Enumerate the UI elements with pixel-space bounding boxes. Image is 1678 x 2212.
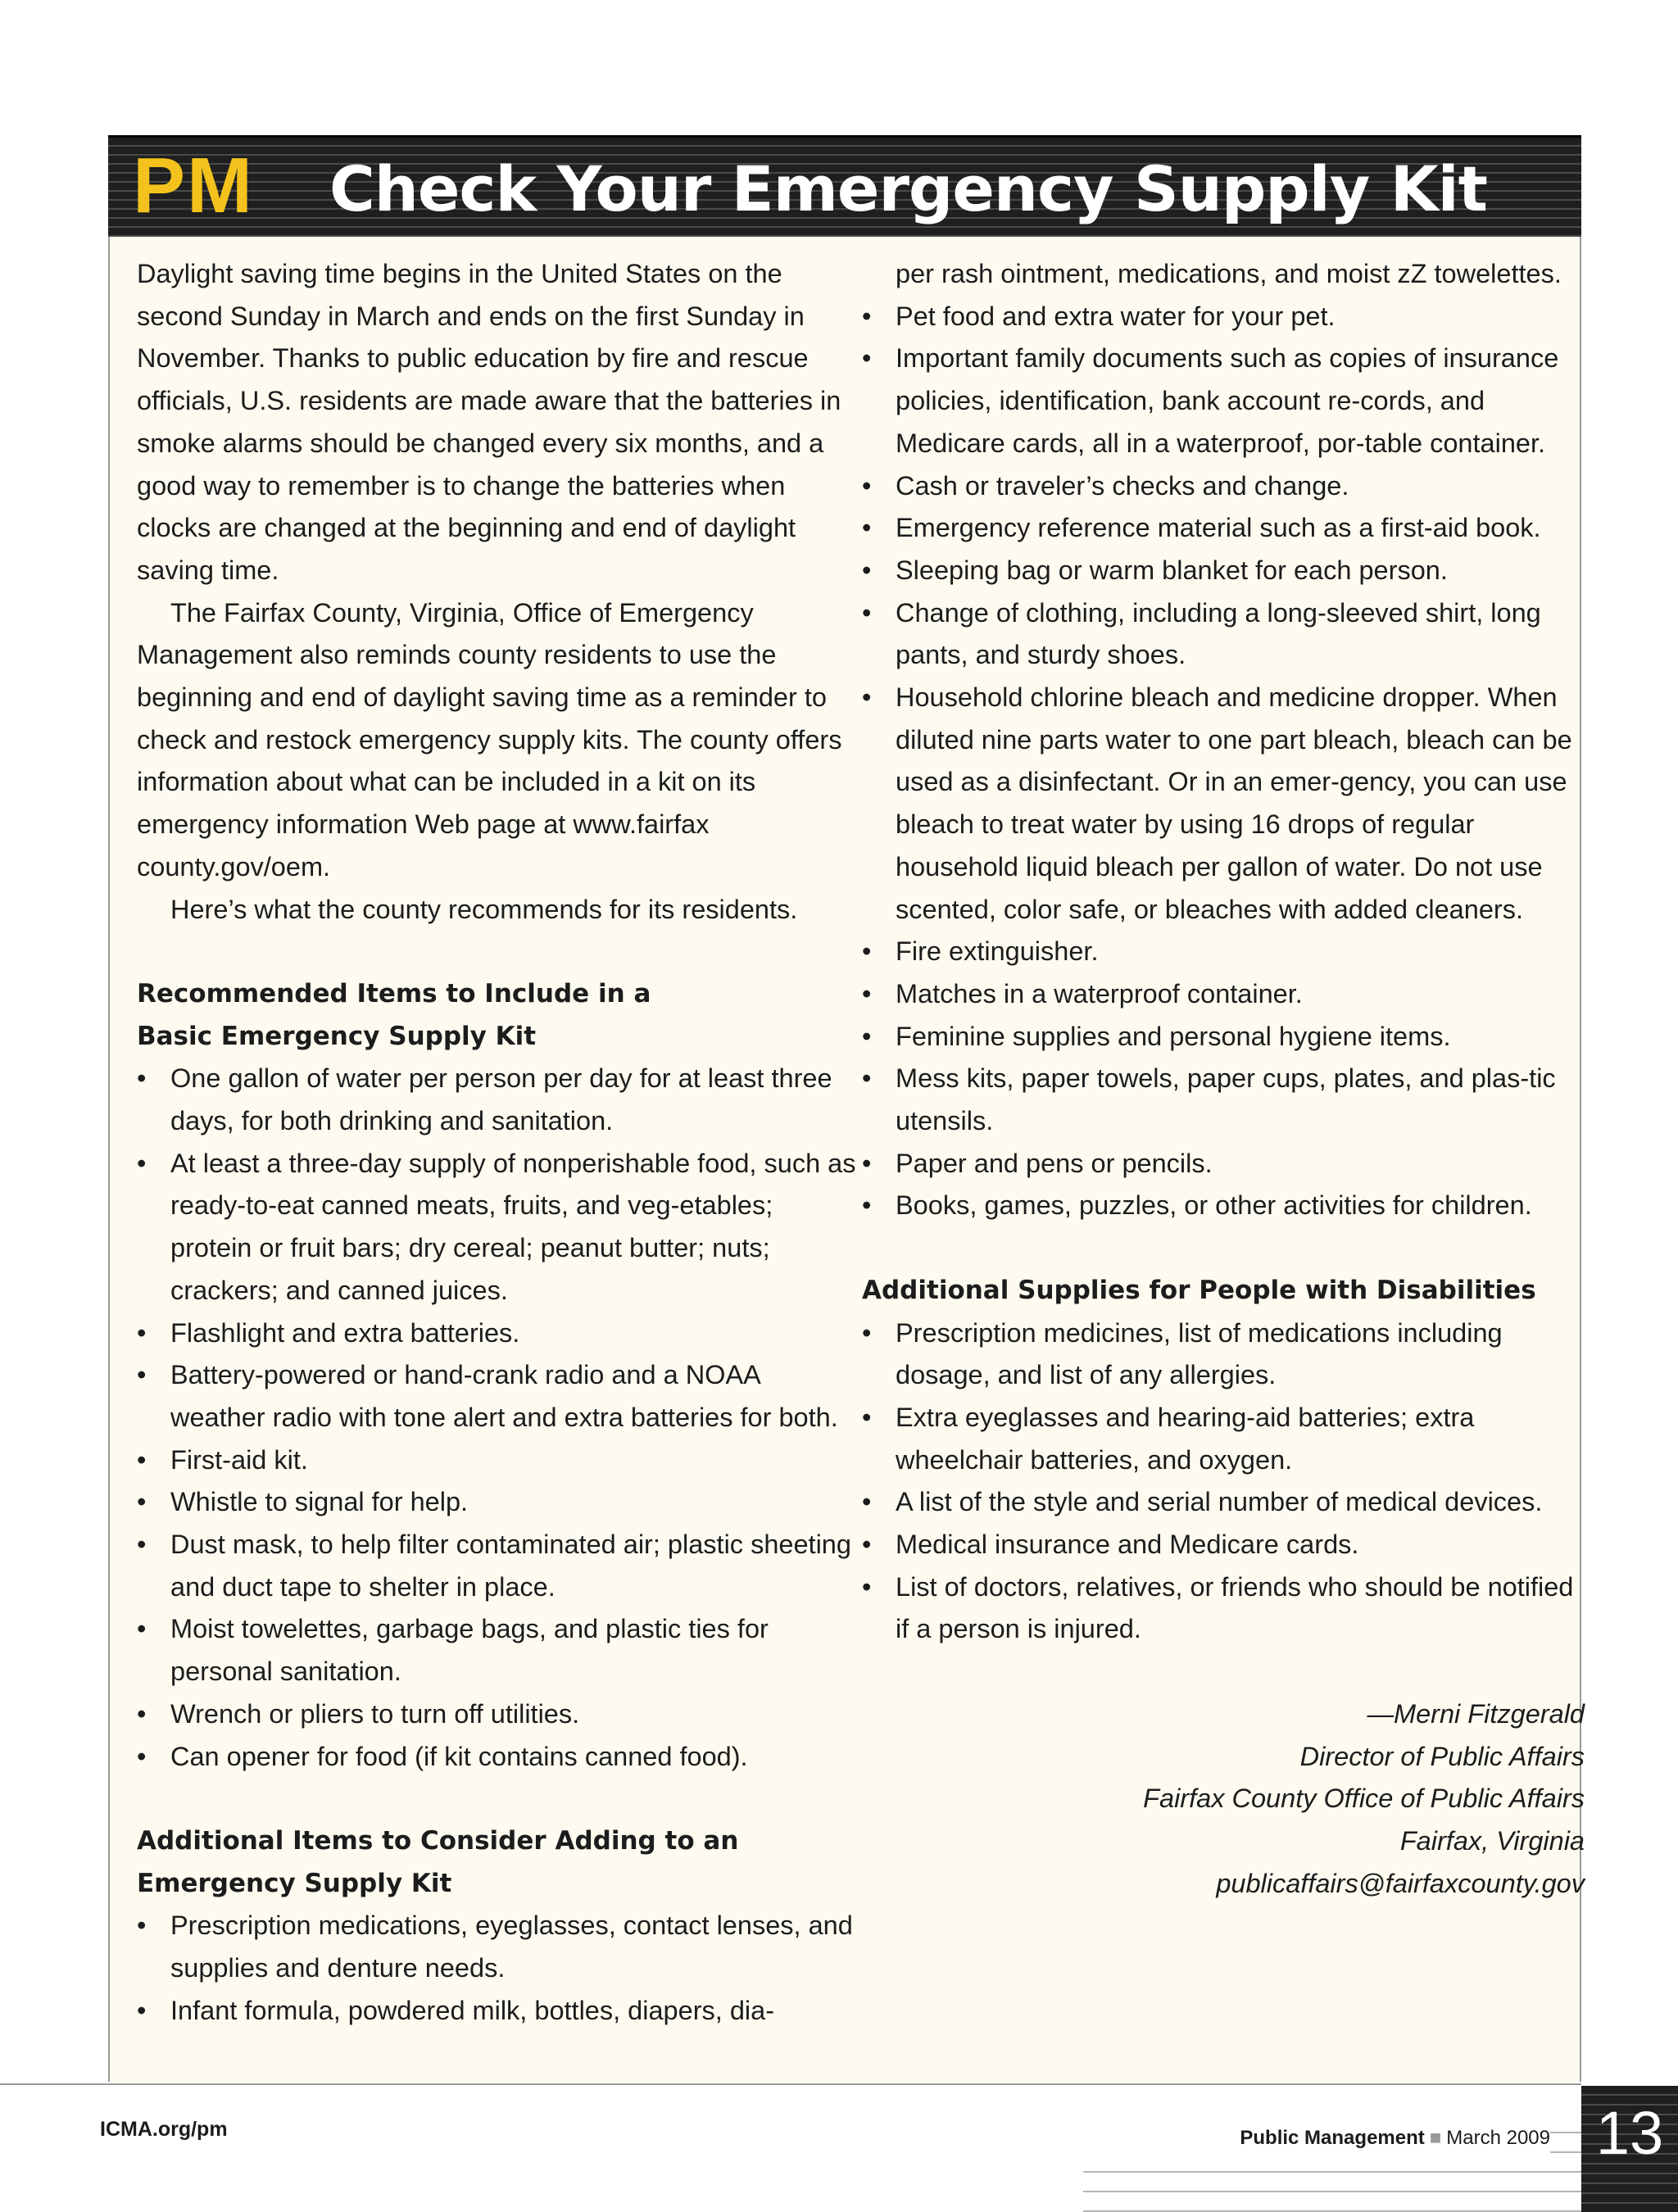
disabilities-list xyxy=(862,1312,1591,1652)
list-item: • Books, games, puzzles, or other activities for children. xyxy=(862,1185,1591,1227)
list-item: • Flashlight and extra batteries. xyxy=(137,1312,858,1355)
page-number-box xyxy=(1581,2086,1678,2212)
list-item: • Change of clothing, including a long-sleeved shirt, long pants, and sturdy shoes. xyxy=(862,592,1591,677)
section-heading-disabilities: Additional Supplies for People with Disabilities xyxy=(862,1275,1536,1305)
list-item: • Dust mask, to help filter contaminated air; plastic sheeting and duct tape to shelter in place. xyxy=(137,1524,858,1608)
list-item: • Prescription medications, eyeglasses, contact lenses, and supplies and denture needs. xyxy=(137,1905,858,1989)
footer-meta xyxy=(1083,2122,1550,2155)
list-item: • At least a three-day supply of nonperishable food, such as ready-to-eat canned meats, fruits, and veg-etables; protein or fruit bars; dry cereal; peanut butter; nuts; crackers; and canned juices. xyxy=(137,1143,858,1312)
list-item: • Mess kits, paper towels, paper cups, plates, and plas-tic utensils. xyxy=(862,1058,1591,1142)
list-item-continuation: per rash ointment, medications, and moist zZ towelettes. xyxy=(896,259,1562,288)
signature-email[interactable]: publicaffairs@fairfaxcounty.gov xyxy=(1216,1868,1585,1898)
signature-org: Fairfax County Office of Public Affairs xyxy=(1143,1784,1585,1814)
square-separator-icon: ■ xyxy=(1429,2127,1442,2149)
list-item: • Emergency reference material such as a first-aid book. xyxy=(862,507,1591,550)
list-item: • Wrench or pliers to turn off utilities. xyxy=(137,1693,858,1736)
intro-paragraph: Here’s what the county recommends for its residents. xyxy=(170,894,798,924)
signature-location: Fairfax, Virginia xyxy=(1399,1825,1585,1856)
list-item: • List of doctors, relatives, or friends who should be notified if a person is injured. xyxy=(862,1566,1591,1651)
issue-date: March 2009 xyxy=(1446,2127,1550,2149)
list-item: • First-aid kit. xyxy=(137,1439,858,1482)
page-title: Check Your Emergency Supply Kit xyxy=(329,152,1487,225)
list-item: • Household chlorine bleach and medicine dropper. When diluted nine parts water to one part bleach, bleach can be used as a disinfectant. Or in an emer-gency, you can use bleach to treat water by using 16 drops of regular household liquid bleach per gallon of water. Do not use scented, color safe, or bleaches with added cleaners. xyxy=(862,677,1591,931)
pm-logo: PM xyxy=(133,142,254,229)
list-item: • Important family documents such as copies of insurance policies, identification, bank account re-cords, and Medicare cards, all in a waterproof, por-table container. xyxy=(862,338,1591,465)
list-item: • Paper and pens or pencils. xyxy=(862,1143,1591,1185)
signature-name: —Merni Fitzgerald xyxy=(1367,1698,1585,1729)
header-band xyxy=(108,135,1581,237)
list-item: • Moist towelettes, garbage bags, and plastic ties for personal sanitation. xyxy=(137,1608,858,1693)
intro-paragraph: The Fairfax County, Virginia, Office of Emergency Management also reminds county residents to use the beginning and end of daylight saving time as a reminder to check and restock emergency supply kits. The county offers information about what can be included in a kit on its emergency information Web page at www.fairfax county.gov/oem. xyxy=(137,597,842,882)
list-item: • Matches in a waterproof container. xyxy=(862,973,1591,1016)
additional-items-list-continued xyxy=(862,253,1591,1227)
list-item: • Infant formula, powdered milk, bottles, diapers, dia- xyxy=(137,1990,858,2033)
article-box xyxy=(108,237,1585,2082)
list-item: • Cash or traveler’s checks and change. xyxy=(862,465,1591,508)
basic-kit-list xyxy=(137,1058,858,1778)
intro-paragraph: Daylight saving time begins in the United States on the second Sunday in March and ends on the first Sunday in November. Thanks to public education by fire and rescue officials, U.S. residents are made aware that the batteries in smoke alarms should be changed every six months, and a good way to remember is to change the batteries when clocks are changed at the beginning and end of daylight saving time. xyxy=(137,259,841,585)
left-column xyxy=(137,253,858,2033)
heading-line: Emergency Supply Kit xyxy=(137,1868,452,1898)
magazine-name: Public Management xyxy=(1240,2127,1425,2149)
spacer xyxy=(137,931,858,973)
spacer xyxy=(862,1227,1591,1270)
additional-items-list xyxy=(137,1905,858,2032)
list-item: • One gallon of water per person per day for at least three days, for both drinking and sanitation. xyxy=(137,1058,858,1142)
list-item: • Whistle to signal for help. xyxy=(137,1481,858,1524)
heading-line: Basic Emergency Supply Kit xyxy=(137,1021,537,1051)
heading-line: Recommended Items to Include in a xyxy=(137,978,651,1009)
signature-role: Director of Public Affairs xyxy=(1299,1741,1585,1771)
list-item: • Sleeping bag or warm blanket for each person. xyxy=(862,550,1591,592)
list-item: • Battery-powered or hand-crank radio and a NOAA weather radio with tone alert and extra batteries for both. xyxy=(137,1354,858,1439)
list-item: • Pet food and extra water for your pet. xyxy=(862,296,1591,338)
list-item: • Can opener for food (if kit contains canned food). xyxy=(137,1736,858,1779)
section-heading-additional xyxy=(137,1820,858,1905)
page-number: 13 xyxy=(1595,2099,1664,2167)
list-item: • Fire extinguisher. xyxy=(862,931,1591,973)
heading-line: Additional Items to Consider Adding to an xyxy=(137,1825,739,1856)
footer-site-link[interactable]: ICMA.org/pm xyxy=(100,2118,228,2141)
list-item: • A list of the style and serial number of medical devices. xyxy=(862,1481,1591,1524)
list-item: • Medical insurance and Medicare cards. xyxy=(862,1524,1591,1566)
section-heading-basic xyxy=(137,973,858,1058)
spacer xyxy=(137,1778,858,1820)
list-item: • Prescription medicines, list of medications including dosage, and list of any allergies. xyxy=(862,1312,1591,1397)
spacer xyxy=(862,1651,1591,1693)
list-item: • Feminine supplies and personal hygiene items. xyxy=(862,1016,1591,1058)
signature-block xyxy=(862,1693,1591,1906)
footer-divider xyxy=(0,2083,1581,2085)
right-column xyxy=(862,253,1591,1905)
list-item: • Extra eyeglasses and hearing-aid batteries; extra wheelchair batteries, and oxygen. xyxy=(862,1397,1591,1481)
